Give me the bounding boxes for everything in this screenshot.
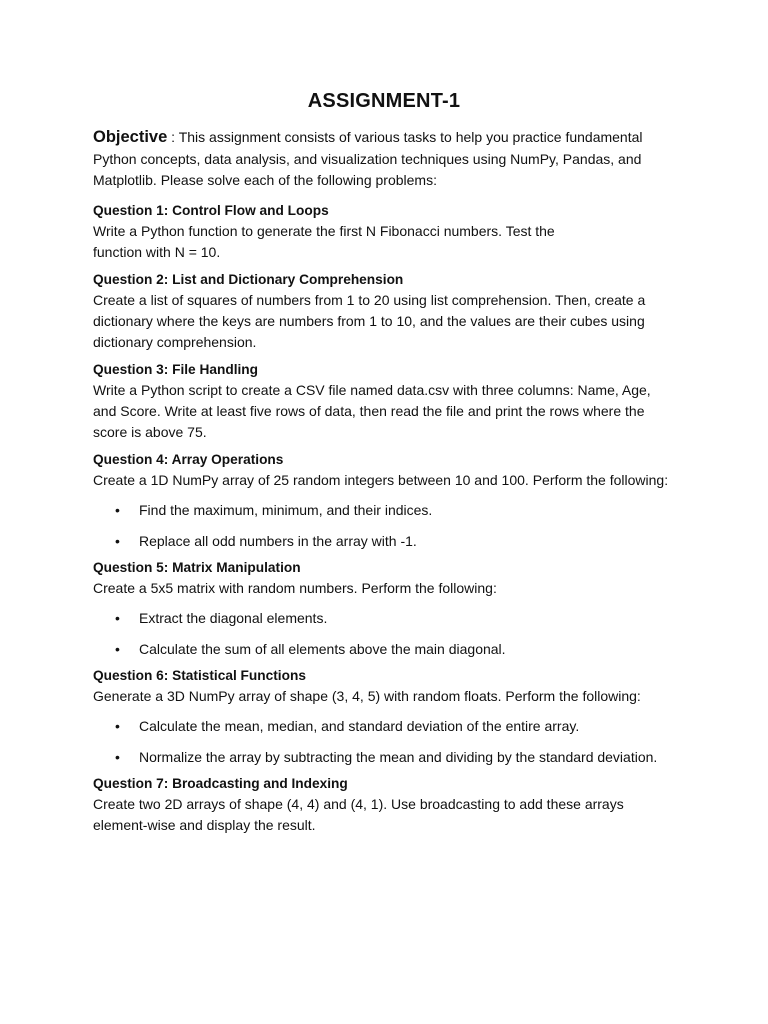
question-body — [93, 221, 593, 263]
question-1 — [93, 201, 675, 263]
page-title: ASSIGNMENT-1 — [307, 90, 461, 112]
question-6 — [93, 666, 675, 767]
bullet-item — [93, 500, 675, 520]
bullet-text: Extract the diagonal elements. — [139, 609, 328, 626]
bullet-icon: • — [115, 640, 120, 657]
bullet-icon: • — [115, 501, 120, 518]
bullet-list — [93, 716, 675, 767]
bullet-item — [93, 639, 675, 659]
bullet-list — [93, 500, 675, 551]
question-body: Write a Python script to create a CSV file named data.csv with three columns: Name, Age, and Score. Write at least five rows of data, then read the file and print the rows where the score is above 75. — [93, 381, 651, 440]
question-body: Create two 2D arrays of shape (4, 4) and (4, 1). Use broadcasting to add these arrays element-wise and display the result. — [93, 795, 624, 833]
bullet-text: Calculate the mean, median, and standard deviation of the entire array. — [139, 717, 580, 734]
bullet-item — [93, 608, 675, 628]
question-heading: Question 3: File Handling — [93, 361, 259, 377]
bullet-text: Find the maximum, minimum, and their indices. — [139, 501, 433, 518]
objective-label: Objective — [93, 128, 168, 146]
bullet-icon: • — [115, 748, 120, 765]
question-body: Create a 1D NumPy array of 25 random integers between 10 and 100. Perform the following: — [93, 471, 669, 488]
question-heading: Question 7: Broadcasting and Indexing — [93, 775, 348, 791]
question-3 — [93, 360, 675, 443]
objective-text: : This assignment consists of various tasks to help you practice fundamental Python concepts, data analysis, and visualization techniques using NumPy, Pandas, and Matplotlib. Please solve each of the following problems: — [93, 129, 643, 188]
question-heading: Question 2: List and Dictionary Comprehension — [93, 271, 404, 287]
question-2 — [93, 270, 675, 353]
question-4 — [93, 450, 675, 551]
bullet-text: Replace all odd numbers in the array with -1. — [139, 532, 417, 549]
bullet-item — [93, 747, 675, 767]
bullet-text: Normalize the array by subtracting the mean and dividing by the standard deviation. — [139, 748, 658, 765]
question-heading: Question 6: Statistical Functions — [93, 667, 306, 683]
question-heading: Question 1: Control Flow and Loops — [93, 202, 329, 218]
objective-paragraph — [93, 127, 675, 192]
question-7 — [93, 774, 675, 836]
bullet-list — [93, 608, 675, 659]
bullet-item — [93, 716, 675, 736]
question-heading: Question 4: Array Operations — [93, 451, 284, 467]
bullet-item — [93, 531, 675, 551]
bullet-text: Calculate the sum of all elements above the main diagonal. — [139, 640, 506, 657]
question-body-text: Write a Python function to generate the first N Fibonacci numbers. Test the function with N = 10. — [93, 222, 555, 260]
bullet-icon: • — [115, 609, 120, 626]
bullet-icon: • — [115, 532, 120, 549]
question-heading: Question 5: Matrix Manipulation — [93, 559, 301, 575]
question-5 — [93, 558, 675, 659]
question-body: Generate a 3D NumPy array of shape (3, 4, 5) with random floats. Perform the following: — [93, 687, 641, 704]
bullet-icon: • — [115, 717, 120, 734]
question-body: Create a 5x5 matrix with random numbers. Perform the following: — [93, 579, 497, 596]
question-body: Create a list of squares of numbers from 1 to 20 using list comprehension. Then, create a dictionary where the keys are numbers from 1 to 10, and the values are their cubes using dictionary comprehension. — [93, 291, 646, 350]
